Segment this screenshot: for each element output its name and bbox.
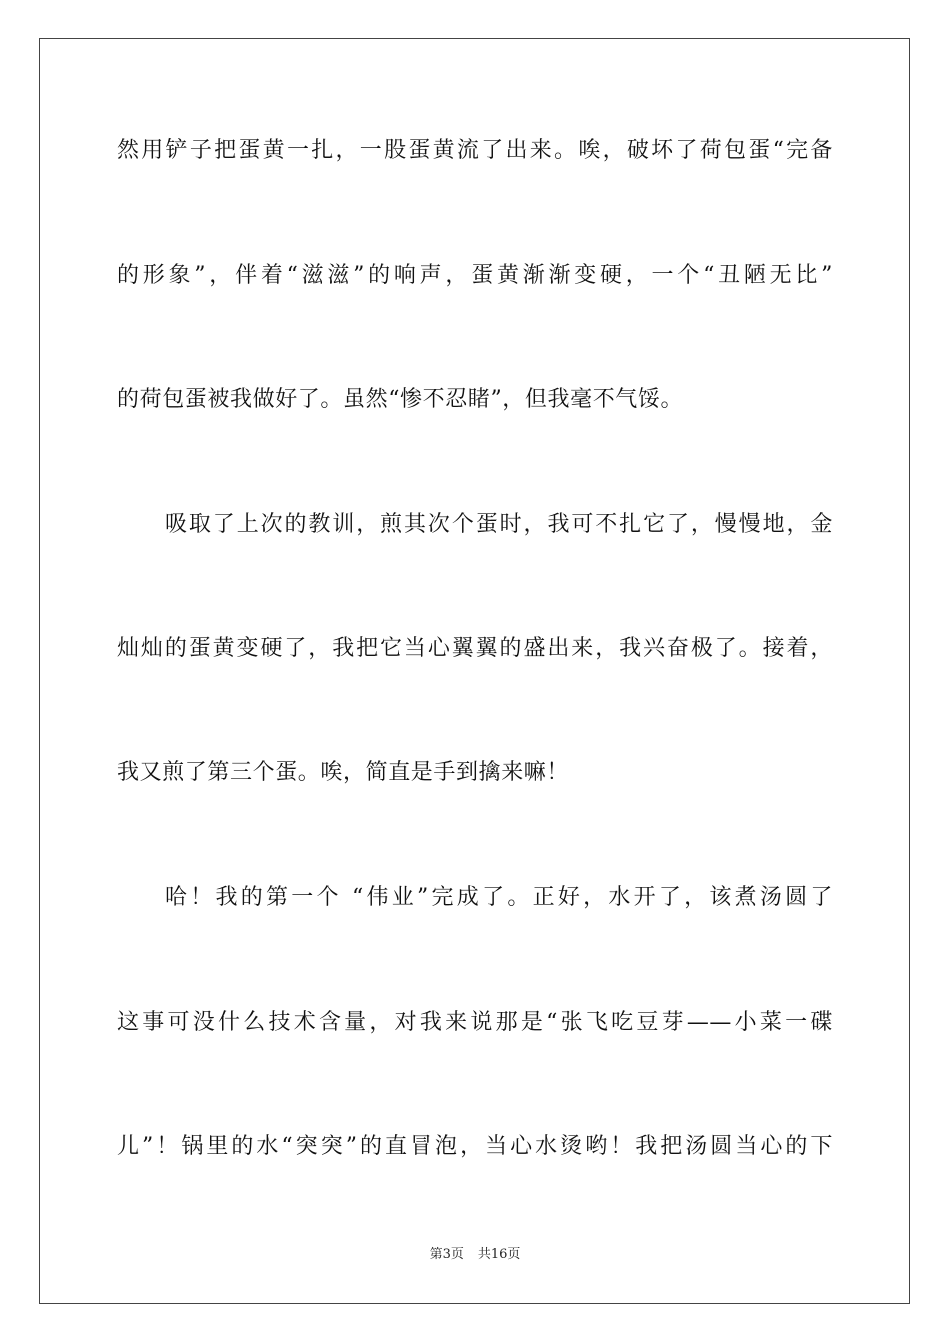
paragraph-line: 我又煎了第三个蛋。唉，简直是手到擒来嘛！ bbox=[117, 760, 570, 785]
paragraph-line: 哈！我的第一个 “伟业”完成了。正好，水开了，该煮汤圆了 bbox=[165, 885, 833, 910]
paragraph-line: 然用铲子把蛋黄一扎，一股蛋黄流了出来。唉，破坏了荷包蛋“完备 bbox=[117, 138, 833, 163]
page-number: 第3页 bbox=[429, 1247, 464, 1262]
paragraph-line: 儿”！锅里的水“突突”的直冒泡，当心水烫哟！我把汤圆当心的下 bbox=[117, 1134, 833, 1159]
paragraph-line: 吸取了上次的教训，煎其次个蛋时，我可不扎它了，慢慢地，金 bbox=[165, 512, 833, 537]
page-total: 共16页 bbox=[477, 1247, 521, 1262]
page-border bbox=[39, 38, 910, 1304]
paragraph-line: 的荷包蛋被我做好了。虽然“惨不忍睹”，但我毫不气馁。 bbox=[117, 387, 684, 412]
paragraph-line: 的形象”，伴着“滋滋”的响声，蛋黄渐渐变硬，一个“丑陋无比” bbox=[117, 263, 833, 288]
paragraph-line: 灿灿的蛋黄变硬了，我把它当心翼翼的盛出来，我兴奋极了。接着， bbox=[117, 636, 833, 661]
paragraph-line: 这事可没什么技术含量，对我来说那是“张飞吃豆芽——小菜一碟 bbox=[117, 1010, 833, 1035]
page-footer bbox=[0, 1246, 950, 1264]
